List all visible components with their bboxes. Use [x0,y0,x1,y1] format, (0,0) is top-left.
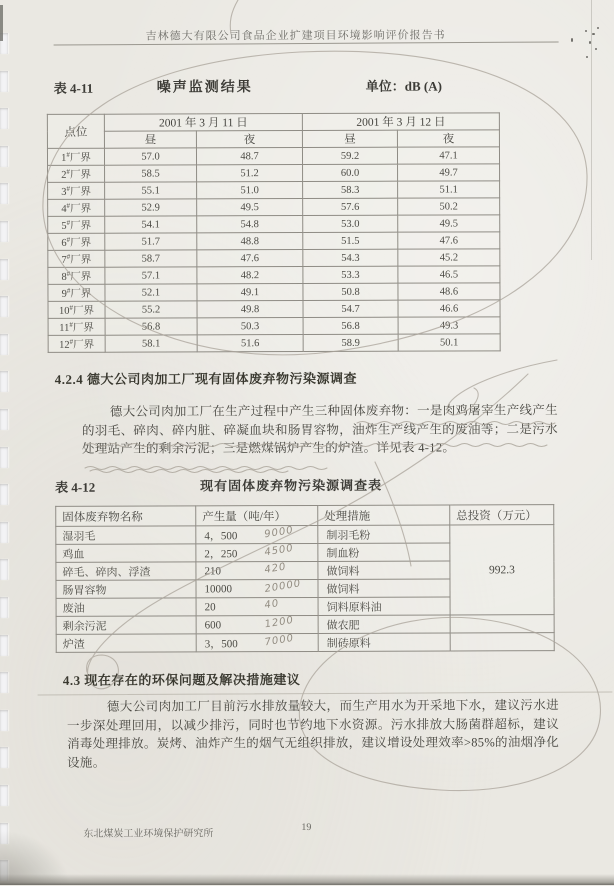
col-waste-name: 固体废弃物名称 [56,506,196,526]
handwritten-qty: 4500 [263,542,295,559]
binding-hole [0,108,8,129]
solid-waste-table [55,504,555,653]
scan-bottom-shadow [0,874,614,885]
point-label: 4#厂界 [48,199,105,216]
noise-value: 50.2 [398,198,500,215]
waste-name: 炉渣 [56,634,196,652]
noise-row-9 [48,283,500,302]
point-label: 2#厂界 [48,165,105,182]
footer-organization: 东北煤炭工业环境保护研究所 [83,828,214,840]
noise-value: 56.8 [303,317,398,334]
scan-speck [597,27,599,29]
scan-speck [571,38,573,42]
noise-value: 51.2 [197,165,303,182]
binding-hole [0,296,8,317]
noise-value: 46.5 [398,266,500,283]
noise-row-4 [48,198,500,217]
invest-empty-cell [450,633,554,651]
noise-value: 59.2 [302,147,397,164]
waste-table-header-row [56,505,554,527]
noise-value: 58.3 [303,181,398,198]
binding-hole [0,635,8,656]
noise-table-title: 噪声监测结果 [156,80,253,96]
noise-value: 53.3 [303,266,398,283]
waste-measure: 制羽毛粉 [318,525,450,543]
waste-qty: 10000 20000 [196,579,318,597]
waste-table-label: 表 4-12 [55,479,96,495]
noise-value: 57.1 [105,267,197,284]
col-night-1: 夜 [196,131,302,148]
waste-name: 肠胃容物 [56,580,196,598]
noise-value: 48.8 [197,233,303,250]
handwritten-qty: 420 [263,561,288,576]
waste-measure: 做饲料 [318,579,450,597]
waste-name: 湿羽毛 [56,526,196,544]
noise-table-subheader-row [47,130,499,149]
handwritten-qty: 40 [263,598,280,612]
noise-row-5 [48,215,500,234]
scan-speck [595,48,597,50]
noise-row-3 [48,181,500,200]
noise-value: 55.2 [105,301,197,318]
noise-value: 51.6 [197,335,303,352]
noise-value: 47.1 [397,147,499,164]
point-label: 11#厂界 [48,318,105,335]
noise-value: 50.8 [303,283,398,300]
noise-value: 49.1 [197,284,303,301]
waste-name: 剩余污泥 [56,616,196,634]
noise-value: 52.9 [105,199,197,216]
header-rule [54,41,559,45]
noise-value: 58.7 [105,250,197,267]
noise-value: 54.3 [303,249,398,266]
noise-value: 50.1 [398,334,500,351]
noise-value: 55.1 [105,182,197,199]
noise-value: 54.1 [105,216,197,233]
noise-row-8 [48,266,500,285]
noise-value: 45.2 [398,249,500,266]
point-label: 5#厂界 [48,216,105,233]
waste-row-7 [56,633,554,653]
noise-table-label: 表 4-11 [53,80,94,96]
section-424-heading: 4.2.4 德大公司肉加工厂现有固体废弃物污染源调查 [54,370,358,387]
col-date1: 2001 年 3 月 11 日 [104,114,302,132]
point-label: 10#厂界 [48,301,105,318]
noise-value: 49.5 [398,215,500,232]
binding-hole [0,484,8,505]
binding-hole [0,371,8,392]
binding-hole [0,559,8,580]
noise-row-10 [48,300,500,319]
noise-value: 58.5 [105,165,197,182]
waste-qty: 210 420 [196,561,318,579]
waste-row-1 [56,525,554,545]
footer-page-number: 19 [301,821,312,834]
noise-value: 50.3 [197,318,303,335]
col-night-2: 夜 [397,130,499,147]
noise-value: 53.0 [303,215,398,232]
waste-qty: 4，500 9000 [196,525,318,543]
noise-value: 60.0 [303,164,398,181]
noise-row-11 [48,317,500,336]
binding-hole [0,146,8,167]
binding-hole [0,785,8,806]
binding-hole [0,522,8,543]
handwritten-qty: 7000 [263,632,295,649]
binding-hole [0,259,8,280]
point-label: 6#厂界 [48,233,105,250]
binding-hole [0,183,8,204]
noise-value: 58.1 [105,335,197,352]
noise-value: 54.8 [197,216,303,233]
waste-qty: 2，250 4500 [196,543,318,561]
binding-hole [0,710,8,731]
waste-name: 碎毛、碎肉、浮渣 [56,562,196,580]
waste-measure: 饲料原料油 [318,597,450,615]
noise-value: 47.6 [398,232,500,249]
noise-table-header-row [47,113,499,132]
noise-value: 57.6 [303,198,398,215]
scan-edge-mark [0,5,3,41]
col-date2: 2001 年 3 月 12 日 [302,113,499,131]
section-43-heading: 4.3 现在存在的环保问题及解决措施建议 [62,672,301,688]
noise-value: 56.8 [105,318,197,335]
waste-qty: 600 1200 [196,615,318,633]
noise-value: 48.6 [398,283,500,300]
waste-qty: 3，500 7000 [196,633,318,651]
point-label: 12#厂界 [48,335,105,352]
noise-value: 51.7 [105,233,197,250]
binding-hole [0,447,8,468]
noise-row-6 [48,232,500,251]
noise-value: 52.1 [105,284,197,301]
point-label: 8#厂界 [48,267,105,284]
col-waste-measure: 处理措施 [318,505,450,525]
point-label: 3#厂界 [48,182,105,199]
waste-measure: 做农肥 [318,615,450,633]
scan-speck [589,41,591,44]
total-investment-value: 992.3 [450,525,554,615]
col-waste-qty: 产生量（吨/年） [196,505,318,525]
noise-value: 48.7 [196,148,302,165]
binding-hole [0,334,8,355]
noise-value: 51.5 [303,232,398,249]
col-waste-invest: 总投资（万元） [450,505,554,525]
scan-speck [585,30,587,32]
noise-value: 57.0 [104,148,196,165]
noise-table-unit: 单位：dB (A) [365,78,442,94]
binding-hole [0,71,8,92]
binding-hole [0,747,8,768]
binding-holes-column [0,0,10,885]
point-label: 1#厂界 [47,148,104,165]
noise-row-1 [47,147,499,166]
noise-row-12 [48,334,500,353]
paper-fold-line [591,0,592,260]
invest-empty-cell [450,615,554,633]
binding-hole [0,409,8,430]
waste-table-title: 现有固体废弃物污染源调查表 [200,477,383,494]
noise-value: 58.9 [303,334,398,351]
noise-monitoring-table [47,112,501,353]
noise-value: 49.3 [398,317,500,334]
noise-value: 47.6 [197,250,303,267]
noise-value: 51.0 [197,182,303,199]
point-label: 9#厂界 [48,284,105,301]
col-day-2: 昼 [302,130,397,147]
noise-value: 48.2 [197,267,303,284]
noise-row-2 [48,164,500,183]
noise-row-7 [48,249,500,268]
section-43-paragraph: 德大公司肉加工厂目前污水排放量较大，而生产用水为开采地下水，建议污水进一步深处理回用，以减少排污，同时也节约地下水资源。污水排放大肠菌群超标，建议消毒处理排放。炭烤、油炸产生的烟气无组织排放，建议增设处理效率>85%的油烟净化设施。 [66,698,560,770]
waste-name: 鸡血 [56,544,196,562]
document-header-title: 吉林德大有限公司食品企业扩建项目环境影响评价报告书 [145,29,446,43]
scan-speck [586,56,588,58]
waste-name: 废油 [56,598,196,616]
noise-value: 54.7 [303,300,398,317]
waste-measure: 制砖原料 [318,633,450,651]
noise-value: 46.6 [398,300,500,317]
waste-measure: 做饲料 [318,561,450,579]
scan-corner-shadow [0,830,70,885]
col-day-1: 昼 [104,131,196,148]
handwritten-qty: 9000 [263,524,295,541]
binding-hole [0,672,8,693]
handwritten-qty: 20000 [263,578,302,595]
noise-value: 49.7 [398,164,500,181]
binding-hole [0,597,8,618]
section-424-paragraph: 德大公司肉加工厂在生产过程中产生三种固体废弃物：一是肉鸡屠宰生产线产生的羽毛、碎肉、碎内脏、碎凝血块和肠胃容物，油炸生产线产生的废油等；二是污水处理站产生的剩余污泥；三是燃煤锅炉产生的炉渣。详见表 4-12。 [81,403,558,456]
col-point: 点位 [47,114,104,148]
noise-value: 51.1 [398,181,500,198]
noise-value: 49.8 [197,301,303,318]
handwritten-qty: 1200 [263,614,295,631]
noise-value: 49.5 [197,199,303,216]
waste-measure: 制血粉 [318,543,450,561]
scan-speck [592,33,595,35]
binding-hole [0,221,8,242]
waste-row-6 [56,615,554,635]
point-label: 7#厂界 [48,250,105,267]
waste-qty: 20 40 [196,597,318,615]
